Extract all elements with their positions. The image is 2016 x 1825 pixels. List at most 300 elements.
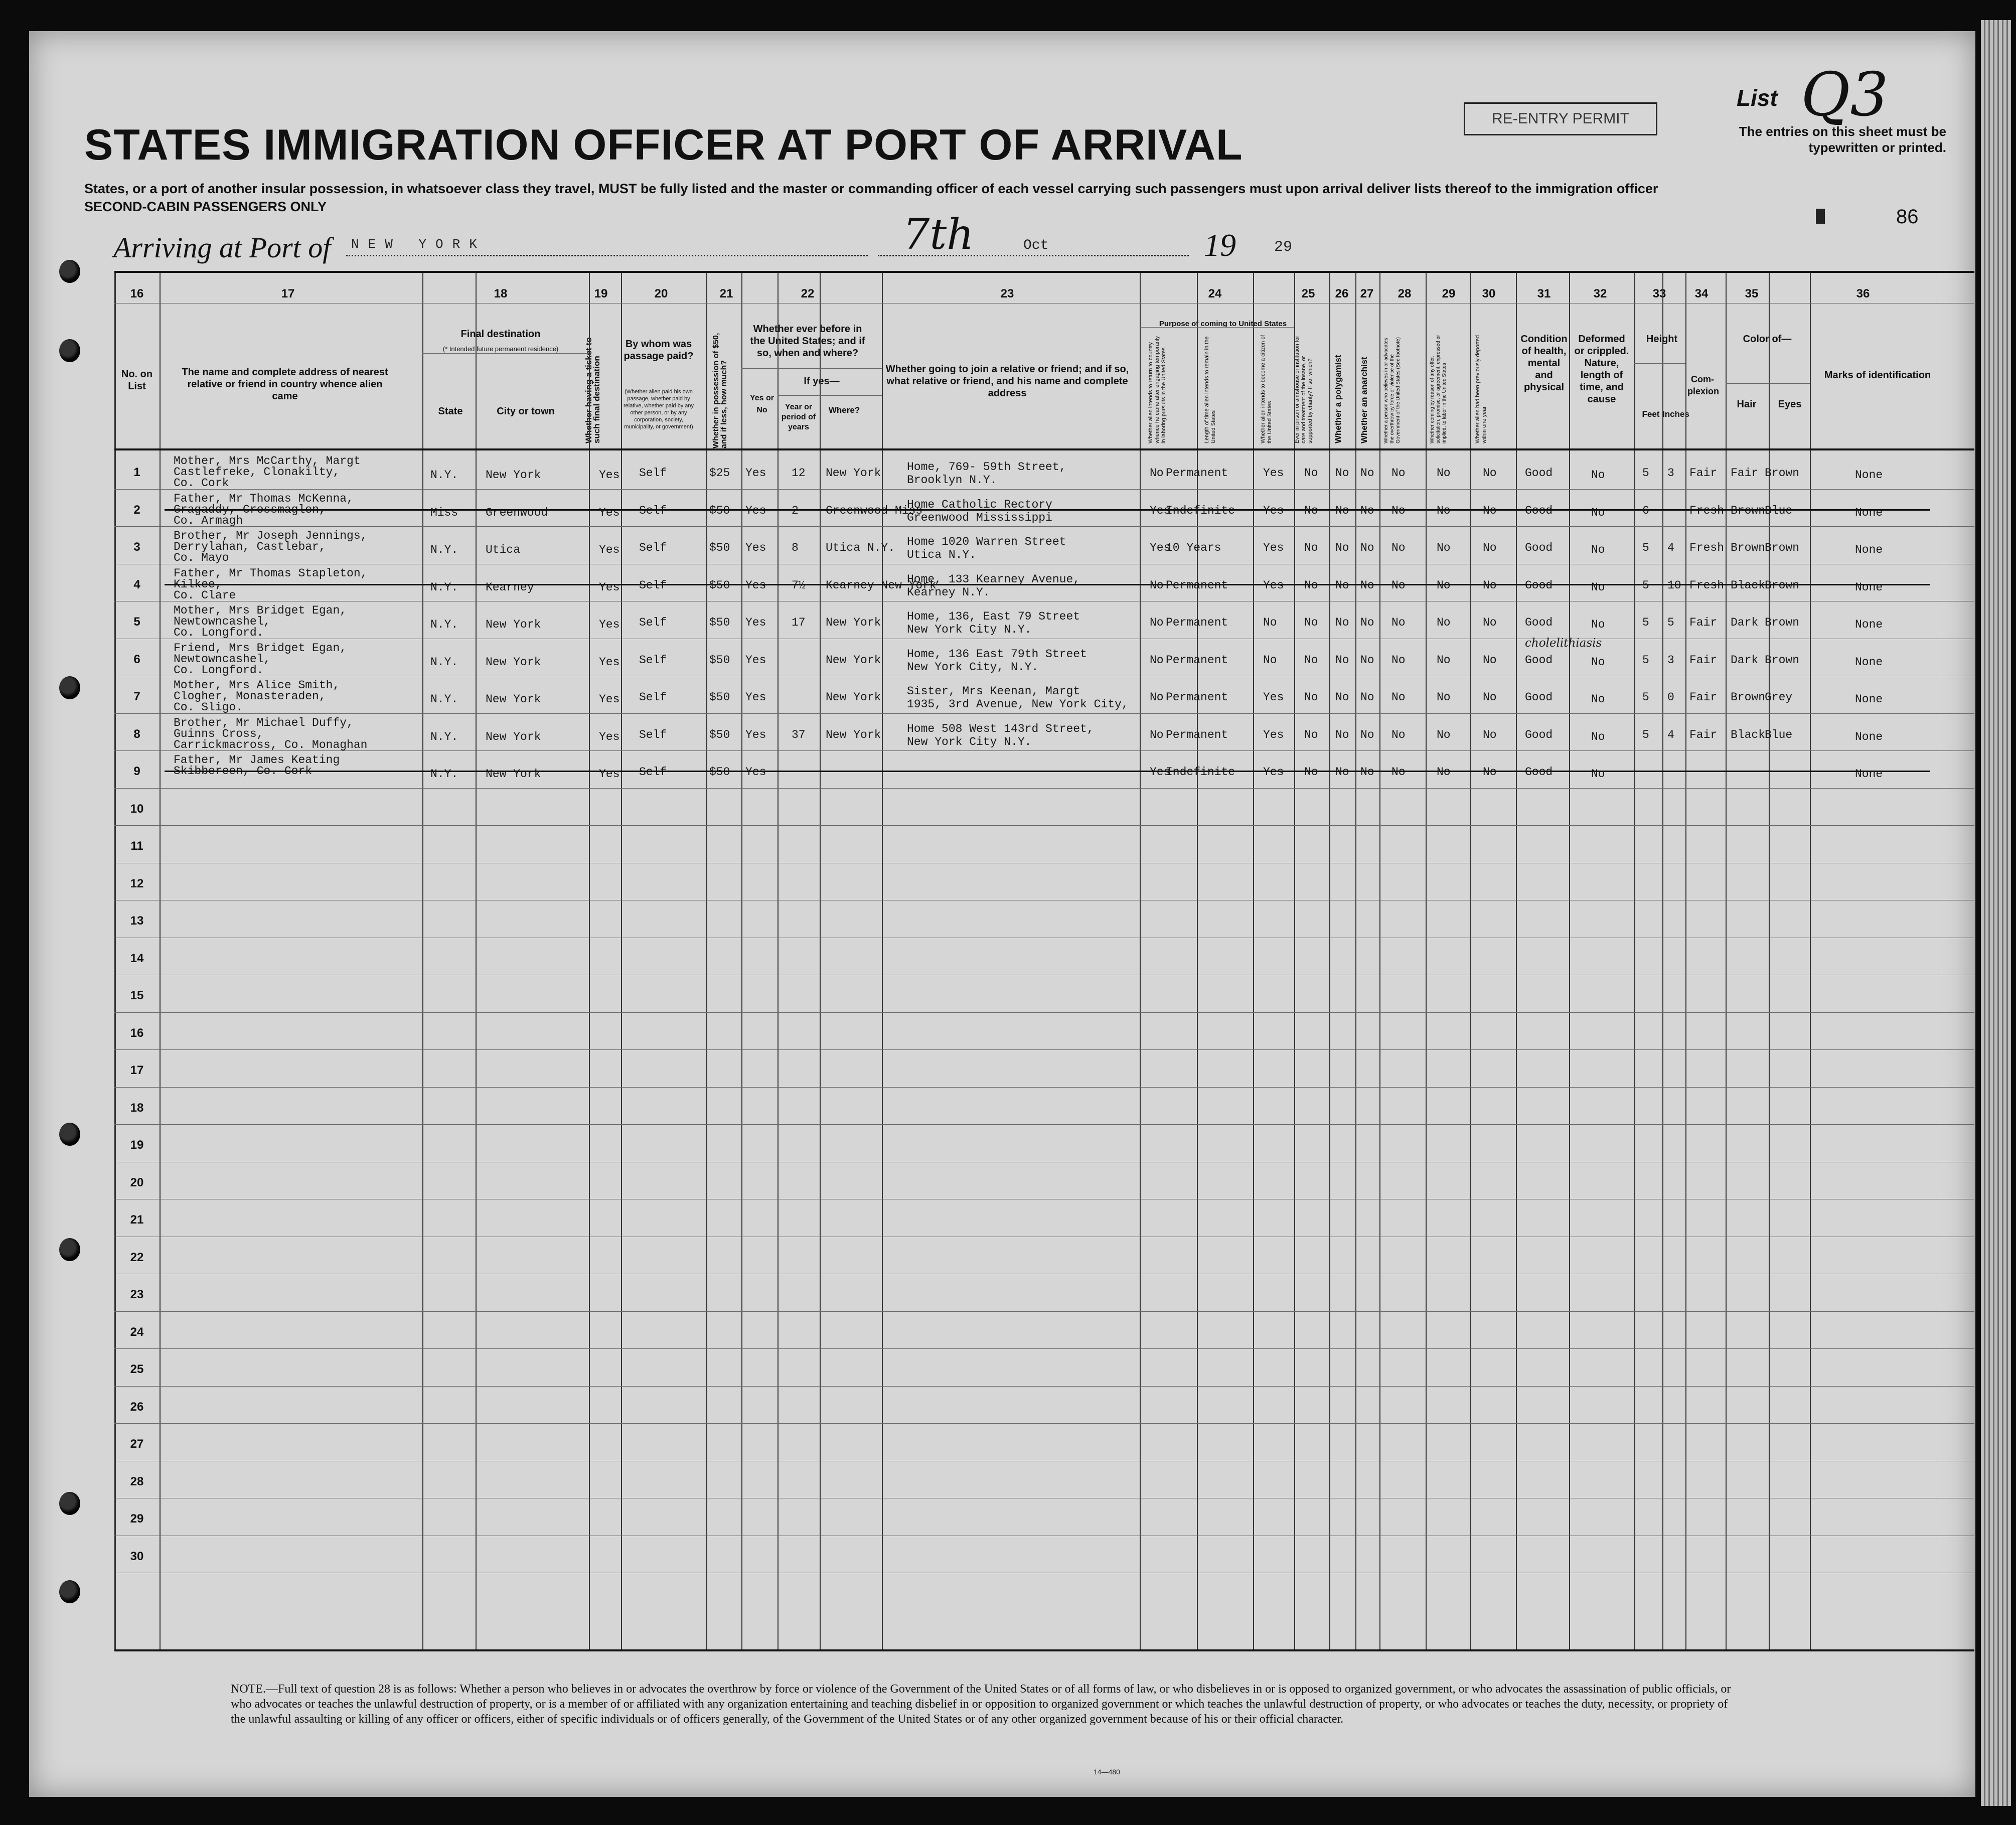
cell-rel2: Clogher, Monasteraden, (174, 690, 326, 703)
cell-c30: No (1483, 766, 1497, 779)
cell-ticket: Yes (599, 469, 620, 482)
header-height: Height (1646, 334, 1678, 345)
cell-ret: No (1150, 728, 1164, 741)
cell-hair: Brown (1731, 691, 1766, 704)
port-line (346, 255, 868, 256)
column-number: 18 (494, 287, 508, 300)
header-passage-paid-note: (Whether alien paid his own passage, whether paid by relative, whether paid by any other person, or by any corporation, society, municipality, or government) (623, 389, 694, 430)
cell-state: N.Y. (430, 655, 458, 669)
row-number: 19 (130, 1138, 144, 1152)
cell-rel1: Friend, Mrs Bridget Egan, (174, 641, 347, 655)
row-rule (114, 788, 1974, 789)
header-ever-before: Whether ever before in the United States; and if so, when and where? (750, 324, 865, 359)
cell-where: New York (826, 616, 881, 629)
page-number: 86 (1896, 206, 1919, 228)
header-citizen: Whether alien intends to become a citizen of the United States (1260, 335, 1273, 443)
cell-rel3: Co. Longford. (174, 626, 264, 639)
cell-deformed: No (1591, 618, 1605, 631)
cell-where: New York (826, 653, 881, 667)
strikethrough-line (165, 584, 1930, 585)
row-number: 30 (130, 1549, 144, 1563)
header-return: Whether alien intends to return to country whence he came after engaging temporarily in laboring pursuits in the United States (1148, 336, 1167, 443)
cell-health: Good (1525, 578, 1553, 592)
column-divider (589, 273, 590, 1649)
cell-eyes: Brown (1765, 467, 1800, 480)
header-inches: Inches (1662, 409, 1689, 419)
column-divider (422, 273, 423, 1649)
cell-join1: Home, 136 East 79th Street (907, 647, 1087, 661)
column-number: 17 (281, 287, 295, 300)
instruction-line: States, or a port of another insular possession, in whatsoever class they travel, MUST be fully listed and the master or commanding officer of each vessel carrying such passengers must upon arrival deliver lists thereof to the immigration officer (84, 181, 1658, 196)
cell-eyes: Blue (1765, 728, 1793, 741)
cell-rel2: Newtowncashel, (174, 652, 271, 666)
cell-city: Greenwood (486, 506, 548, 519)
cell-state: N.Y. (430, 580, 458, 594)
cell-join2: New York City N.Y. (907, 623, 1032, 636)
column-divider (1634, 273, 1635, 1649)
row-number: 16 (130, 1026, 144, 1040)
column-divider (1685, 273, 1686, 1649)
cell-cit: Yes (1263, 467, 1284, 480)
cell-join1: Home, 769- 59th Street, (907, 461, 1066, 474)
row-number: 9 (133, 765, 140, 778)
cell-complexion: Fresh (1689, 504, 1725, 517)
column-number: 33 (1652, 287, 1666, 300)
cell-health: Good (1525, 616, 1553, 629)
cell-join1: Home Catholic Rectory (907, 498, 1052, 511)
cell-c28: No (1391, 691, 1406, 704)
cell-city: Kearney (486, 580, 534, 594)
cell-cit: Yes (1263, 728, 1284, 741)
cell-money: $50 (709, 616, 730, 629)
binding-hole (59, 1123, 80, 1146)
row-rule (114, 1124, 1974, 1125)
cell-health: Good (1525, 541, 1553, 554)
cell-before: Yes (745, 691, 766, 704)
list-label: List (1737, 85, 1778, 111)
row-number: 12 (130, 876, 144, 890)
cell-c29: No (1437, 766, 1451, 779)
cell-c29: No (1437, 578, 1451, 592)
cell-ret: No (1150, 578, 1164, 592)
cell-paid: Self (639, 467, 667, 480)
cell-c25: No (1304, 504, 1318, 517)
cell-feet: 5 (1642, 541, 1649, 554)
cell-city: New York (486, 693, 541, 706)
cell-c26: No (1335, 578, 1349, 592)
row-number: 24 (130, 1325, 144, 1339)
cell-complexion: Fair (1689, 467, 1718, 480)
column-divider (1329, 273, 1330, 1649)
year-suffix: 29 (1274, 239, 1293, 256)
cell-cit: Yes (1263, 766, 1284, 779)
column-divider (741, 273, 742, 1649)
column-divider (1569, 273, 1570, 1649)
cell-len: Permanent (1166, 616, 1228, 629)
row-number: 13 (130, 914, 144, 928)
page-stamp-mark (1816, 209, 1825, 224)
cell-feet: 6 (1642, 504, 1649, 517)
cell-hair: Black (1731, 578, 1766, 592)
column-divider (1294, 273, 1295, 1649)
arrival-month: Oct (1023, 238, 1049, 253)
cell-c25: No (1304, 616, 1318, 629)
cell-c28: No (1391, 578, 1406, 592)
cell-cit: Yes (1263, 578, 1284, 592)
cell-len: Indefinite (1166, 766, 1235, 779)
cell-complexion: Fresh (1689, 541, 1725, 554)
header-feet: Feet (1642, 409, 1660, 419)
cell-c26: No (1335, 467, 1349, 480)
column-number: 20 (654, 287, 668, 300)
cell-ticket: Yes (599, 768, 620, 781)
header-purpose: Purpose of coming to United States (1159, 320, 1287, 328)
cell-ret: No (1150, 653, 1164, 667)
cell-c27: No (1360, 691, 1374, 704)
cell-c27: No (1360, 766, 1374, 779)
cell-deformed: No (1591, 768, 1605, 781)
cell-c30: No (1483, 504, 1497, 517)
arrival-day: 7th (903, 210, 974, 259)
cell-c27: No (1360, 541, 1374, 554)
cell-c26: No (1335, 691, 1349, 704)
cell-c30: No (1483, 653, 1497, 667)
column-divider (1355, 273, 1356, 1649)
cell-c29: No (1437, 616, 1451, 629)
row-number: 11 (130, 839, 143, 853)
column-divider (1140, 273, 1141, 1649)
row-number: 6 (133, 652, 140, 666)
cell-ticket: Yes (599, 543, 620, 556)
row-number: 25 (130, 1362, 144, 1376)
cell-c28: No (1391, 616, 1406, 629)
column-number: 28 (1398, 287, 1412, 300)
row-number: 1 (133, 466, 140, 479)
cell-where: Utica N.Y. (826, 541, 895, 554)
cell-rel3: Carrickmacross, Co. Monaghan (174, 738, 368, 751)
cell-rel3: Co. Longford. (174, 663, 264, 677)
cell-c26: No (1335, 504, 1349, 517)
cell-years: 2 (792, 504, 799, 517)
cell-eyes: Brown (1765, 653, 1800, 667)
cell-rel1: Brother, Mr Michael Duffy, (174, 716, 354, 729)
row-number: 3 (133, 540, 140, 554)
cell-rel3: Co. Armagh (174, 514, 243, 527)
header-hair: Hair (1737, 399, 1757, 410)
cell-rel3: Co. Cork (174, 477, 229, 490)
binding-hole (59, 1238, 80, 1261)
cell-rel2: Kilkee, (174, 577, 222, 591)
cell-marks: None (1855, 768, 1883, 781)
binding-hole (59, 1580, 80, 1603)
cell-rel1: Father, Mr James Keating (174, 753, 340, 767)
header-final-destination-note: (* Intended future permanent residence) (442, 345, 559, 353)
cell-c28: No (1391, 728, 1406, 741)
header-city: City or town (497, 406, 555, 417)
header-color: Color of— (1743, 334, 1792, 345)
cell-paid: Self (639, 691, 667, 704)
cell-rel3: Co. Mayo (174, 551, 229, 564)
instructions (84, 180, 1658, 216)
cell-ret: Yes (1150, 504, 1171, 517)
cell-ret: No (1150, 691, 1164, 704)
binding-hole (59, 1492, 80, 1515)
cell-rel2: Derrylahan, Castlebar, (174, 540, 326, 553)
cell-paid: Self (639, 541, 667, 554)
cell-money: $50 (709, 541, 730, 554)
cell-years: 37 (792, 728, 806, 741)
column-divider (476, 273, 477, 1649)
header-years: Year or period of years (781, 403, 816, 431)
cell-years: 12 (792, 467, 806, 480)
column-divider (621, 273, 622, 1649)
arriving-label: Arriving at Port of (113, 231, 331, 264)
cell-years: 7½ (792, 578, 806, 592)
row-rule (114, 750, 1974, 751)
column-number: 25 (1301, 287, 1315, 300)
column-number: 27 (1360, 287, 1374, 300)
cell-ret: Yes (1150, 541, 1171, 554)
column-number: 31 (1537, 287, 1551, 300)
manifest-table (114, 271, 1974, 1651)
cell-complexion: Fair (1689, 653, 1718, 667)
row-number: 18 (130, 1101, 144, 1115)
row-rule (114, 713, 1974, 714)
cell-inches: 3 (1667, 653, 1674, 667)
cell-ret: No (1150, 467, 1164, 480)
cell-ticket: Yes (599, 580, 620, 594)
cell-feet: 5 (1642, 467, 1649, 480)
cell-len: Permanent (1166, 691, 1228, 704)
cell-city: New York (486, 618, 541, 631)
footnote: NOTE.—Full text of question 28 is as follows: Whether a person who believes in or advocates the overthrow by force or violence of the Government of the United States or of all forms of law, or who disbelieves in or is opposed to organized government, or who advocates the assassination of public officials, or who advocates or teaches the unlawful destruction of property, or is a member of or affiliated with any organization entertaining and teaching disbelief in or opposition to organized government or which teaches the unlawful destruction of property, or who advocates or teaches the duty, necessity, or propriety of the unlawful assaulting or killing of any officer or officers, either of specific individuals or of officers generally, of the Government of the United States or of any other organized government because of his or their official character. (231, 1683, 1731, 1726)
cell-join1: Home 1020 Warren Street (907, 535, 1066, 548)
cell-rel2: Skibbereen, Co. Cork (174, 765, 313, 778)
row-number: 28 (130, 1474, 144, 1488)
cell-before: Yes (745, 653, 766, 667)
header-divider (1726, 383, 1810, 384)
cell-rel1: Mother, Mrs Bridget Egan, (174, 604, 347, 617)
row-rule (114, 1012, 1974, 1013)
cell-c29: No (1437, 691, 1451, 704)
cell-where: Greenwood Miss (826, 504, 923, 517)
cell-hair: Dark (1731, 653, 1759, 667)
cell-rel1: Father, Mr Thomas Stapleton, (174, 566, 368, 580)
cell-c27: No (1360, 504, 1374, 517)
cell-c30: No (1483, 541, 1497, 554)
cell-c25: No (1304, 766, 1318, 779)
cell-inches: 0 (1667, 691, 1674, 704)
cell-c26: No (1335, 766, 1349, 779)
cell-state: N.Y. (430, 543, 458, 556)
list-number: Q3 (1801, 60, 1889, 130)
cell-deformed: No (1591, 730, 1605, 743)
cell-rel3: Co. Clare (174, 588, 236, 602)
cell-paid: Self (639, 504, 667, 517)
column-divider (160, 273, 161, 1649)
cell-money: $50 (709, 691, 730, 704)
cell-ticket: Yes (599, 655, 620, 669)
cell-c25: No (1304, 691, 1318, 704)
cell-cit: Yes (1263, 691, 1284, 704)
cell-join2: Utica N.Y. (907, 548, 977, 561)
page-stack-edge (1981, 20, 2011, 1806)
cell-paid: Self (639, 766, 667, 779)
cell-c27: No (1360, 728, 1374, 741)
cell-paid: Self (639, 653, 667, 667)
column-number: 24 (1208, 287, 1222, 300)
cell-inches: 10 (1667, 578, 1681, 592)
header-final-destination: Final destination (460, 329, 541, 340)
cell-state: N.Y. (430, 768, 458, 781)
cell-before: Yes (745, 728, 766, 741)
row-rule (114, 1049, 1974, 1050)
column-divider (1726, 273, 1727, 1649)
header-deformed: Deformed or crippled. Nature, length of time, and cause (1574, 334, 1629, 405)
cell-hair: Brown (1731, 541, 1766, 554)
cell-complexion: Fresh (1689, 578, 1725, 592)
cell-ticket: Yes (599, 506, 620, 519)
cell-city: New York (486, 469, 541, 482)
column-divider (1253, 273, 1254, 1649)
row-rule (114, 526, 1974, 527)
cell-join2: Greenwood Mississippi (907, 511, 1052, 524)
header-divider (1140, 327, 1294, 328)
cell-ticket: Yes (599, 693, 620, 706)
cell-c25: No (1304, 653, 1318, 667)
cell-city: New York (486, 655, 541, 669)
cell-rel1: Brother, Mr Joseph Jennings, (174, 529, 368, 542)
cell-c30: No (1483, 578, 1497, 592)
cell-eyes: Brown (1765, 541, 1800, 554)
cell-cit: No (1263, 616, 1277, 629)
cell-health: Good (1525, 467, 1553, 480)
header-passage-paid: By whom was passage paid? (624, 339, 694, 362)
cell-before: Yes (745, 541, 766, 554)
cell-marks: None (1855, 506, 1883, 519)
cell-c25: No (1304, 578, 1318, 592)
column-number: 22 (801, 287, 815, 300)
cell-c30: No (1483, 728, 1497, 741)
cell-len: Permanent (1166, 728, 1228, 741)
column-number: 16 (130, 287, 144, 300)
header-no-on-list: No. on List (121, 369, 153, 392)
cell-feet: 5 (1642, 616, 1649, 629)
cell-c26: No (1335, 616, 1349, 629)
cell-ret: No (1150, 616, 1164, 629)
header-bottom-rule (114, 448, 1974, 450)
cell-inches: 4 (1667, 728, 1674, 741)
cell-feet: 5 (1642, 653, 1649, 667)
cell-join2: New York City N.Y. (907, 735, 1032, 748)
cell-where: New York (826, 691, 881, 704)
cell-complexion: Fair (1689, 728, 1718, 741)
cell-state: N.Y. (430, 730, 458, 743)
cell-ticket: Yes (599, 618, 620, 631)
cell-money: $50 (709, 578, 730, 592)
cell-rel3: Co. Sligo. (174, 701, 243, 714)
cell-c29: No (1437, 653, 1451, 667)
row-number: 14 (130, 951, 144, 965)
header-nearest-relative: The name and complete address of nearest relative or friend in country whence alien came (182, 367, 388, 402)
cell-deformed: No (1591, 655, 1605, 669)
cell-feet: 5 (1642, 691, 1649, 704)
cell-ret: Yes (1150, 766, 1171, 779)
page-title: STATES IMMIGRATION OFFICER AT PORT OF ARRIVAL (84, 121, 1243, 169)
cell-deformed: No (1591, 543, 1605, 556)
cell-eyes: Blue (1765, 504, 1793, 517)
cell-join1: Home, 136, East 79 Street (907, 610, 1080, 623)
row-number: 10 (130, 802, 144, 816)
header-deported: Whether alien had been previously deported within one year (1475, 335, 1487, 443)
column-number: 35 (1745, 287, 1759, 300)
cell-join2: Kearney N.Y. (907, 585, 990, 599)
cell-c25: No (1304, 728, 1318, 741)
row-number: 29 (130, 1512, 144, 1526)
cell-marks: None (1855, 543, 1883, 556)
cell-c27: No (1360, 467, 1374, 480)
row-number: 26 (130, 1400, 144, 1414)
cell-health: Good (1525, 728, 1553, 741)
header-polygamist: Whether a polygamist (1333, 355, 1343, 443)
cell-paid: Self (639, 616, 667, 629)
row-number: 4 (133, 577, 140, 591)
header-prison: Ever in prison or almshouse or institution for care and treatment of the insane, or supported by charity? If so, which? (1294, 336, 1313, 443)
cell-inches: 4 (1667, 541, 1674, 554)
header-eyes: Eyes (1778, 399, 1802, 410)
cell-marks: None (1855, 693, 1883, 706)
header-divider (1634, 363, 1685, 364)
cell-health: Good (1525, 766, 1553, 779)
cell-city: New York (486, 730, 541, 743)
cell-complexion: Fair (1689, 616, 1718, 629)
header-yes-no: Yes or No (749, 394, 774, 414)
strikethrough-line (165, 771, 1930, 772)
cell-deformed: No (1591, 693, 1605, 706)
cell-before: Yes (745, 578, 766, 592)
cell-cit: Yes (1263, 504, 1284, 517)
cell-len: Permanent (1166, 467, 1228, 480)
header-overthrow: Whether a person who believes in or advocates the overthrow by force or violence of the Government of the United States (See footnote) (1383, 337, 1401, 443)
column-number: 19 (594, 287, 608, 300)
header-state: State (438, 406, 463, 417)
cell-deformed: No (1591, 580, 1605, 594)
column-number: 26 (1335, 287, 1349, 300)
binding-hole (59, 339, 80, 362)
header-divider (778, 395, 882, 396)
row-number: 8 (133, 727, 140, 741)
column-divider (778, 273, 779, 1649)
cell-marks: None (1855, 580, 1883, 594)
cell-paid: Self (639, 578, 667, 592)
cell-before: Yes (745, 467, 766, 480)
row-number: 5 (133, 615, 140, 629)
cell-state: Miss (430, 506, 458, 519)
cell-eyes: Grey (1765, 691, 1793, 704)
row-rule (114, 1348, 1974, 1349)
cell-inches: 3 (1667, 467, 1674, 480)
cell-before: Yes (745, 766, 766, 779)
cell-health: Good (1525, 691, 1553, 704)
cell-handwritten-note: cholelithiasis (1525, 636, 1602, 650)
cell-city: New York (486, 768, 541, 781)
cell-len: Permanent (1166, 653, 1228, 667)
column-number: 29 (1442, 287, 1456, 300)
cell-c27: No (1360, 616, 1374, 629)
cell-c30: No (1483, 616, 1497, 629)
cell-c25: No (1304, 541, 1318, 554)
row-rule (114, 825, 1974, 826)
